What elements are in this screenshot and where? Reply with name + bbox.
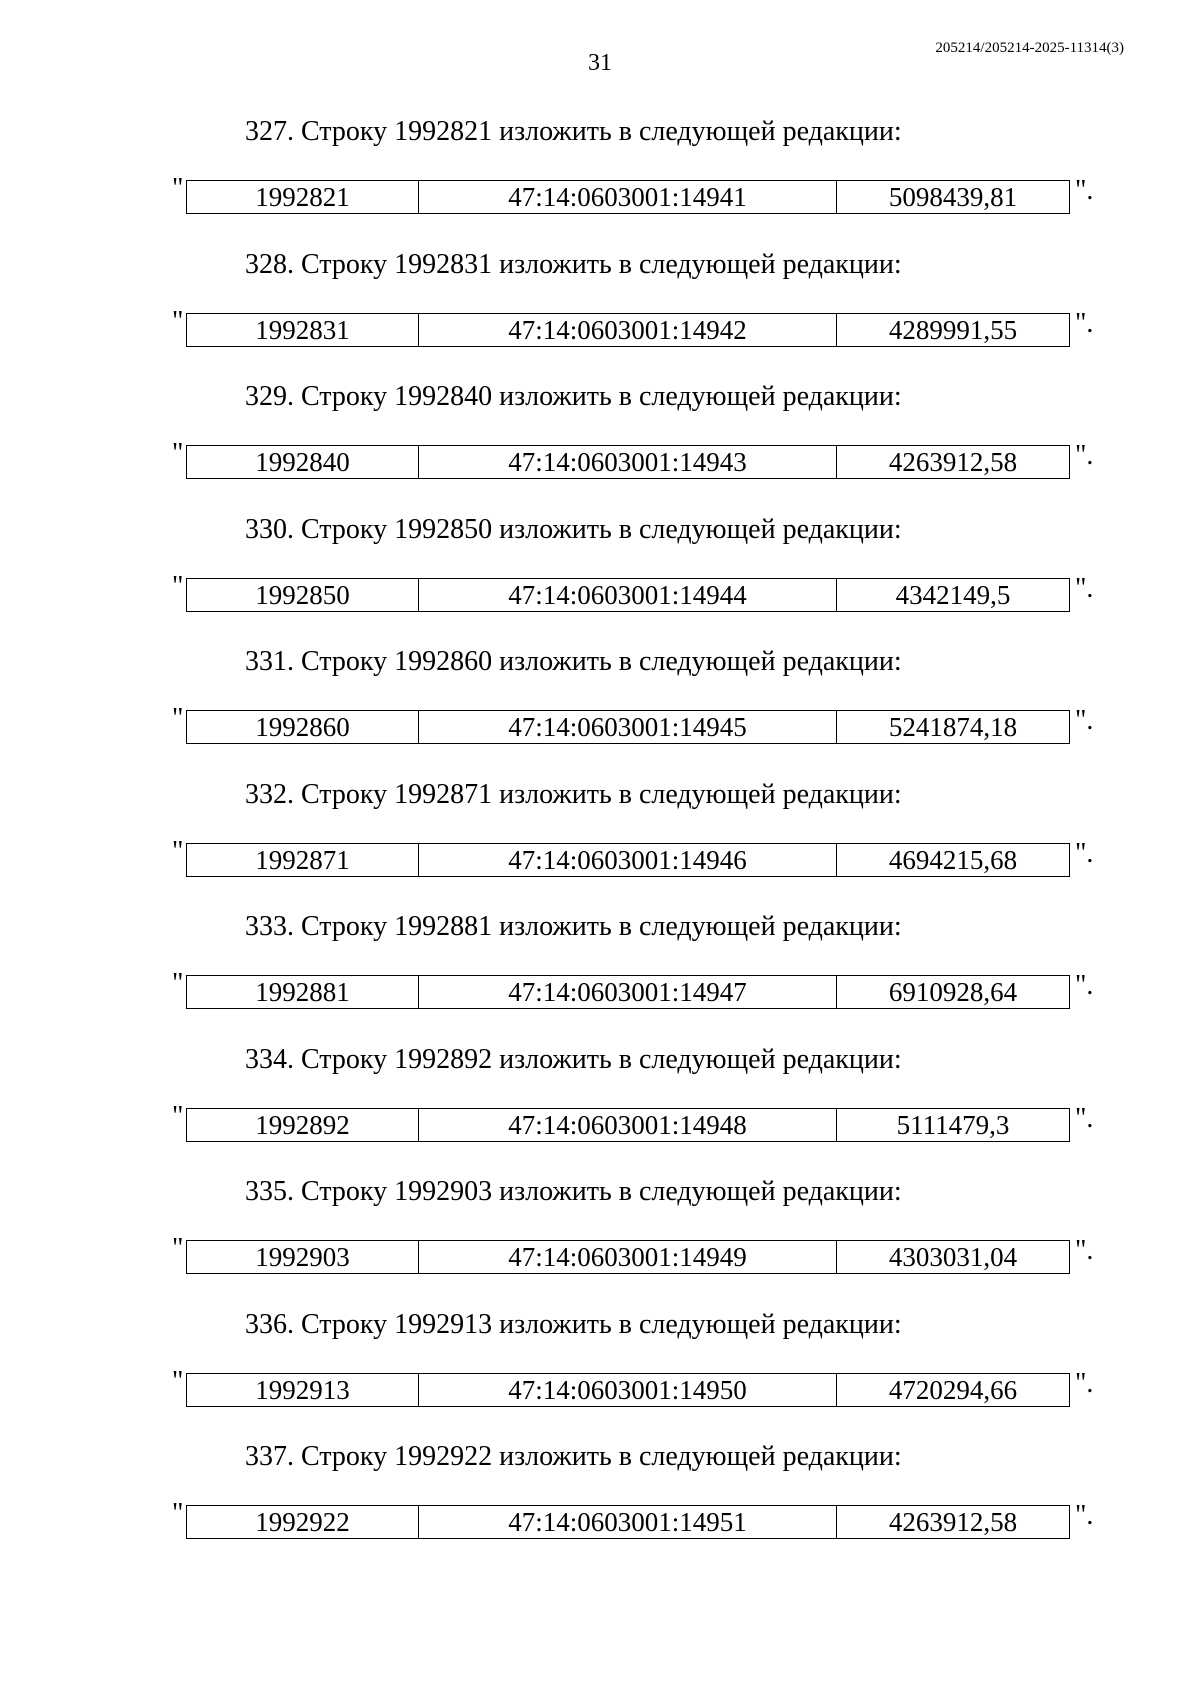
amendment-instruction: 327. Строку 1992821 изложить в следующей редакции: (245, 116, 902, 147)
replacement-row-table (186, 710, 1070, 744)
closing-quote: ". (1075, 705, 1094, 736)
opening-quote: " (172, 173, 184, 204)
opening-quote: " (172, 1365, 184, 1397)
replacement-row-table (186, 843, 1070, 877)
table-row (187, 1108, 1070, 1141)
replacement-row-table (186, 1373, 1070, 1407)
closing-quote: ". (1075, 307, 1094, 339)
row-number-cell: 1992821 (187, 181, 419, 214)
cadastral-number-cell: 47:14:0603001:14944 (419, 578, 837, 611)
page-number: 31 (588, 50, 612, 76)
table-row (187, 711, 1070, 744)
replacement-row-table (186, 180, 1070, 214)
document-id: 205214/205214-2025-11314(3) (935, 40, 1124, 56)
amendment-entry (0, 775, 1200, 908)
amendment-instruction: 337. Строку 1992922 изложить в следующей редакции: (245, 1441, 902, 1472)
amendment-entry (0, 1172, 1200, 1305)
replacement-row-table (186, 445, 1070, 479)
opening-quote: " (172, 968, 184, 999)
closing-quote: ". (1075, 572, 1094, 604)
amendment-instruction: 331. Строку 1992860 изложить в следующей редакции: (245, 646, 902, 677)
value-cell: 4303031,04 (837, 1241, 1070, 1274)
opening-quote: " (172, 1100, 184, 1132)
value-cell: 5111479,3 (837, 1108, 1070, 1141)
closing-quote: ". (1075, 440, 1094, 471)
amendment-entry (0, 642, 1200, 775)
cadastral-number-cell: 47:14:0603001:14948 (419, 1108, 837, 1141)
opening-quote: " (172, 703, 184, 734)
replacement-row-table (186, 578, 1070, 612)
row-number-cell: 1992922 (187, 1506, 419, 1539)
table-row (187, 446, 1070, 479)
amendment-entry (0, 907, 1200, 1040)
cadastral-number-cell: 47:14:0603001:14950 (419, 1373, 837, 1406)
amendment-instruction: 330. Строку 1992850 изложить в следующей редакции: (245, 513, 902, 545)
table-row (187, 578, 1070, 611)
amendment-instruction: 332. Строку 1992871 изложить в следующей редакции: (245, 778, 902, 810)
replacement-row-table (186, 1108, 1070, 1142)
row-number-cell: 1992860 (187, 711, 419, 744)
cadastral-number-cell: 47:14:0603001:14949 (419, 1241, 837, 1274)
table-row (187, 976, 1070, 1009)
table-row (187, 1506, 1070, 1539)
value-cell: 4263912,58 (837, 446, 1070, 479)
amendment-instruction: 336. Строку 1992913 изложить в следующей редакции: (245, 1308, 902, 1340)
closing-quote: ". (1075, 1102, 1094, 1134)
value-cell: 4289991,55 (837, 313, 1070, 346)
value-cell: 4720294,66 (837, 1373, 1070, 1406)
closing-quote: ". (1075, 1500, 1094, 1531)
replacement-row-table (186, 1505, 1070, 1539)
closing-quote: ". (1075, 1367, 1094, 1399)
amendment-entry (0, 1437, 1200, 1570)
opening-quote: " (172, 1498, 184, 1529)
opening-quote: " (172, 570, 184, 602)
row-number-cell: 1992903 (187, 1241, 419, 1274)
opening-quote: " (172, 305, 184, 337)
closing-quote: ". (1075, 175, 1094, 206)
row-number-cell: 1992840 (187, 446, 419, 479)
amendment-instruction: 333. Строку 1992881 изложить в следующей редакции: (245, 911, 902, 942)
closing-quote: ". (1075, 1235, 1094, 1266)
cadastral-number-cell: 47:14:0603001:14947 (419, 976, 837, 1009)
replacement-row-table (186, 975, 1070, 1009)
row-number-cell: 1992892 (187, 1108, 419, 1141)
cadastral-number-cell: 47:14:0603001:14943 (419, 446, 837, 479)
value-cell: 5098439,81 (837, 181, 1070, 214)
row-number-cell: 1992850 (187, 578, 419, 611)
value-cell: 5241874,18 (837, 711, 1070, 744)
table-row (187, 1373, 1070, 1406)
value-cell: 4342149,5 (837, 578, 1070, 611)
amendment-entry (0, 1040, 1200, 1173)
table-row (187, 843, 1070, 876)
table-row (187, 313, 1070, 346)
amendment-entry (0, 1305, 1200, 1438)
value-cell: 6910928,64 (837, 976, 1070, 1009)
closing-quote: ". (1075, 837, 1094, 869)
amendment-entry (0, 510, 1200, 643)
amendment-instruction: 334. Строку 1992892 изложить в следующей редакции: (245, 1043, 902, 1075)
row-number-cell: 1992881 (187, 976, 419, 1009)
amendment-instruction: 335. Строку 1992903 изложить в следующей редакции: (245, 1176, 902, 1207)
value-cell: 4263912,58 (837, 1506, 1070, 1539)
closing-quote: ". (1075, 970, 1094, 1001)
amendment-entry (0, 377, 1200, 510)
cadastral-number-cell: 47:14:0603001:14951 (419, 1506, 837, 1539)
table-row (187, 181, 1070, 214)
cadastral-number-cell: 47:14:0603001:14946 (419, 843, 837, 876)
cadastral-number-cell: 47:14:0603001:14941 (419, 181, 837, 214)
value-cell: 4694215,68 (837, 843, 1070, 876)
row-number-cell: 1992831 (187, 313, 419, 346)
row-number-cell: 1992913 (187, 1373, 419, 1406)
replacement-row-table (186, 313, 1070, 347)
amendment-entry (0, 112, 1200, 245)
opening-quote: " (172, 438, 184, 469)
amendment-list (0, 112, 1200, 1570)
amendment-entry (0, 245, 1200, 378)
replacement-row-table (186, 1240, 1070, 1274)
row-number-cell: 1992871 (187, 843, 419, 876)
cadastral-number-cell: 47:14:0603001:14942 (419, 313, 837, 346)
amendment-instruction: 329. Строку 1992840 изложить в следующей редакции: (245, 381, 902, 412)
amendment-instruction: 328. Строку 1992831 изложить в следующей редакции: (245, 248, 902, 280)
cadastral-number-cell: 47:14:0603001:14945 (419, 711, 837, 744)
table-row (187, 1241, 1070, 1274)
opening-quote: " (172, 835, 184, 867)
opening-quote: " (172, 1233, 184, 1264)
